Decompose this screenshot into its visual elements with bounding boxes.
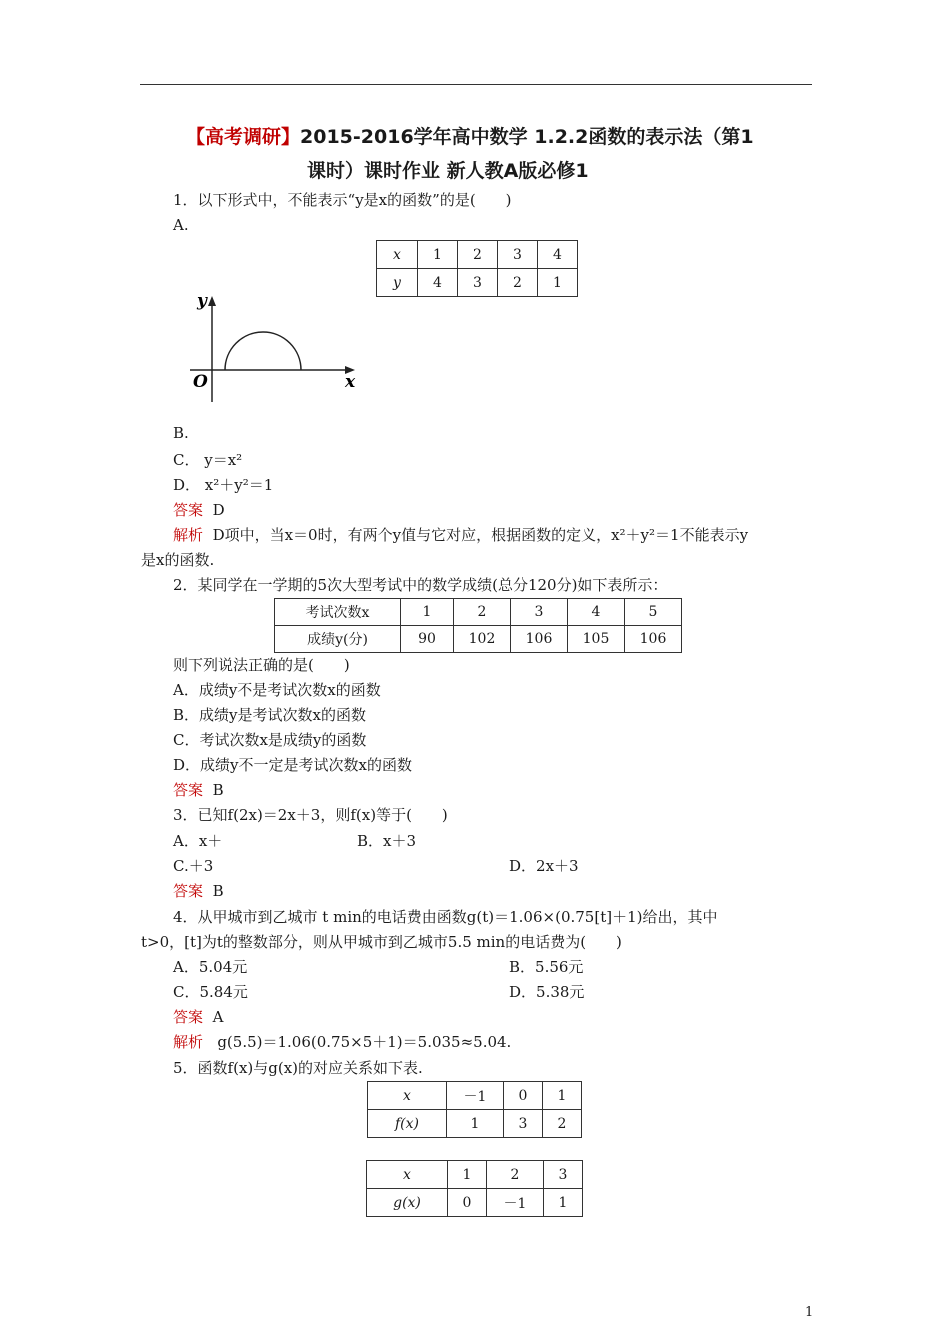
q2-table: 考试次数x 1 2 3 4 5 成绩y(分) 90 102 106 105 106 [274, 598, 682, 653]
y-axis-label: y [197, 291, 207, 311]
analysis-label: 解析 [173, 526, 204, 544]
q1-option-d: D． x²＋y²＝1 [173, 476, 274, 494]
q2-option-b: B．成绩y是考试次数x的函数 [173, 706, 366, 724]
q1-option-b: B. [173, 424, 189, 442]
q1-option-c: C． y＝x² [173, 451, 243, 469]
doc-title-line1 [186, 122, 754, 149]
y-axis-arrow [208, 296, 216, 306]
q4-stem: 4．从甲城市到乙城市 t min的电话费由函数g(t)＝1.06×(0.75[t]＋1)给出，其中 [173, 908, 718, 926]
q3-option-a: A．x＋ [173, 832, 223, 850]
header-rule [140, 84, 812, 85]
q3-option-b: B．x＋3 [357, 832, 417, 850]
q4-stem-cont: t>0，[t]为t的整数部分，则从甲城市到乙城市5.5 min的电话费为( ) [141, 933, 622, 951]
answer-label: 答案 [173, 501, 204, 519]
q3-option-c: C.＋3 [173, 857, 214, 875]
q4-option-d: D．5.38元 [509, 983, 585, 1001]
q1-answer: 答案 D [173, 501, 225, 519]
q2-option-c: C．考试次数x是成绩y的函数 [173, 731, 367, 749]
q5-table-g: x 1 2 3 g(x) 0 －1 1 [366, 1160, 583, 1217]
q4-option-c: C．5.84元 [173, 983, 248, 1001]
page-number: 1 [805, 1305, 814, 1320]
q2-option-a: A．成绩y不是考试次数x的函数 [173, 681, 381, 699]
doc-title-line2: 课时）课时作业 新人教A版必修1 [307, 160, 589, 182]
q1-stem: 1．以下形式中，不能表示“y是x的函数”的是( ) [173, 191, 512, 209]
semicircle-curve [225, 332, 301, 370]
q3-stem: 3．已知f(2x)＝2x＋3，则f(x)等于( ) [173, 806, 448, 824]
origin-label: O [193, 372, 208, 392]
x-axis-label: x [345, 372, 356, 392]
q4-analysis: 解析 g(5.5)＝1.06(0.75×5＋1)＝5.035≈5.04. [173, 1033, 512, 1051]
q5-table-f: x －1 0 1 f(x) 1 3 2 [367, 1081, 582, 1138]
title-text-1: 2015-2016学年高中数学 1.2.2函数的表示法（第1 [300, 126, 754, 148]
q4-option-a: A．5.04元 [173, 958, 248, 976]
q5-stem: 5．函数f(x)与g(x)的对应关系如下表. [173, 1059, 423, 1077]
q3-option-d: D．2x＋3 [509, 857, 579, 875]
q1-analysis-cont: 是x的函数. [141, 551, 215, 569]
q1-table: x 1 2 3 4 y 4 3 2 1 [376, 240, 578, 297]
q2-stem: 2．某同学在一学期的5次大型考试中的数学成绩(总分120分)如下表所示： [173, 576, 668, 594]
q1-semicircle-graph [185, 290, 365, 405]
q4-option-b: B．5.56元 [509, 958, 584, 976]
title-bracket: 【高考调研】 [186, 126, 301, 148]
q2-answer: 答案 B [173, 781, 224, 799]
q2-option-d: D．成绩y不一定是考试次数x的函数 [173, 756, 412, 774]
q1-analysis: 解析 D项中，当x＝0时，有两个y值与它对应，根据函数的定义，x²＋y²＝1不能表示y [173, 526, 749, 544]
q4-answer: 答案 A [173, 1008, 224, 1026]
q2-prompt: 则下列说法正确的是( ) [173, 656, 350, 674]
q1-option-a: A. [173, 216, 189, 234]
q3-answer: 答案 B [173, 882, 224, 900]
